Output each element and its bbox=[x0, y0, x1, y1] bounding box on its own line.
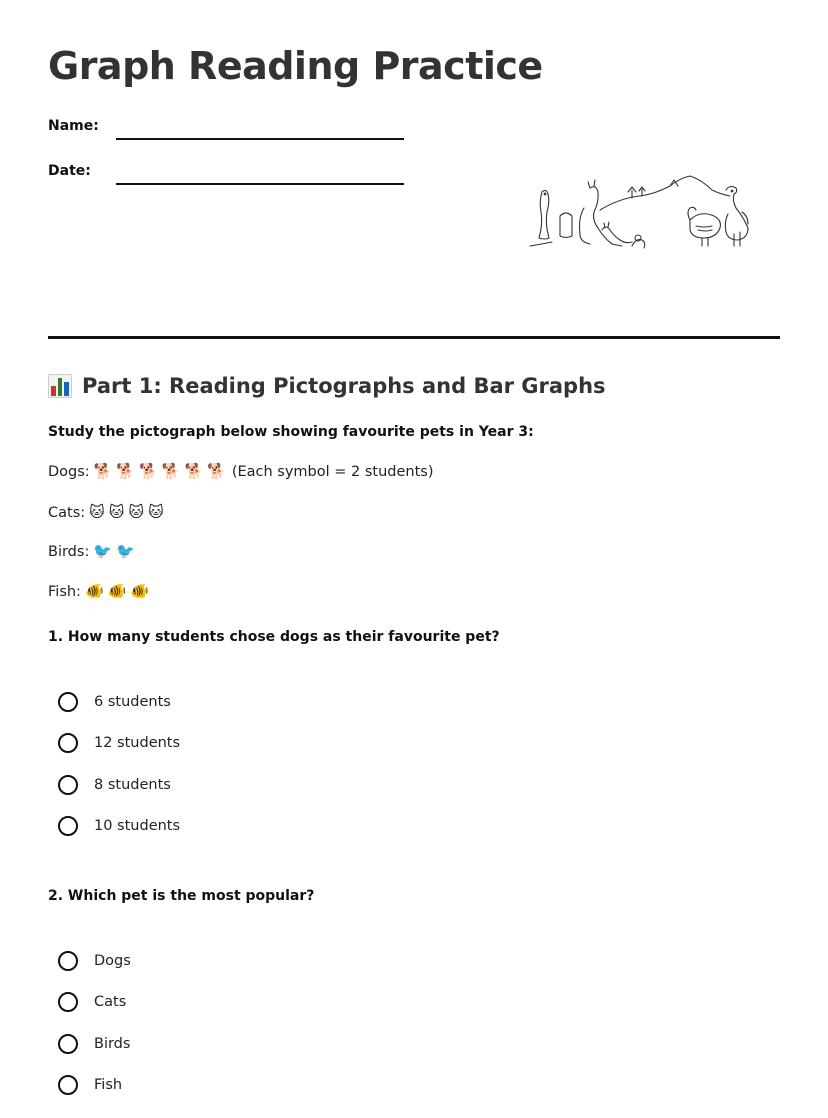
radio-button[interactable] bbox=[58, 951, 78, 971]
pictograph-symbol-icon: 🐕 bbox=[116, 462, 136, 480]
pictograph-symbols bbox=[81, 584, 149, 600]
q2-option-b[interactable] bbox=[58, 992, 126, 1012]
q2-option-a[interactable] bbox=[58, 951, 131, 971]
pictograph-symbol-icon: 🐕 bbox=[207, 462, 226, 480]
pictograph-instruction: Study the pictograph below showing favourite pets in Year 3: bbox=[48, 424, 534, 440]
pictograph-symbol-icon: 🐕 bbox=[161, 462, 181, 480]
pictograph-label: Dogs: bbox=[48, 464, 90, 480]
q2-option-c[interactable] bbox=[58, 1034, 130, 1054]
part1-heading-text: Part 1: Reading Pictographs and Bar Graphs bbox=[82, 374, 606, 398]
option-label: Fish bbox=[94, 1077, 123, 1093]
worksheet-title: Graph Reading Practice bbox=[48, 44, 543, 88]
date-label: Date: bbox=[48, 163, 91, 179]
radio-button[interactable] bbox=[58, 1034, 78, 1054]
radio-button[interactable] bbox=[58, 1075, 78, 1095]
option-label: 12 students bbox=[94, 735, 181, 751]
pictograph-symbol-icon: 🐱 bbox=[148, 503, 164, 521]
pictograph-row-cats bbox=[48, 505, 164, 521]
option-label: Cats bbox=[94, 994, 127, 1010]
q1-option-a[interactable] bbox=[58, 692, 171, 712]
option-label: 8 students bbox=[94, 777, 171, 793]
radio-button[interactable] bbox=[58, 692, 78, 712]
pictograph-symbol-icon: 🐱 bbox=[128, 503, 145, 521]
pictograph-symbol-icon: 🐕 bbox=[184, 462, 204, 480]
pictograph-symbol-icon: 🐕 bbox=[139, 462, 158, 480]
radio-button[interactable] bbox=[58, 733, 78, 753]
pictograph-symbol-icon: 🐦 bbox=[93, 542, 113, 560]
pictograph-symbols bbox=[85, 505, 164, 521]
option-label: Birds bbox=[94, 1036, 131, 1052]
q1-option-b[interactable] bbox=[58, 733, 180, 753]
bar-chart-icon bbox=[48, 374, 72, 398]
pictograph-symbol-icon: 🐦 bbox=[116, 542, 135, 560]
part1-heading bbox=[48, 374, 606, 398]
pictograph-symbol-icon: 🐠 bbox=[84, 582, 104, 600]
option-label: 10 students bbox=[94, 818, 181, 834]
pictograph-symbol-icon: 🐱 bbox=[89, 503, 105, 521]
option-label: 6 students bbox=[94, 694, 171, 710]
q1-option-d[interactable] bbox=[58, 816, 180, 836]
pictograph-label: Fish: bbox=[48, 584, 81, 600]
date-line[interactable] bbox=[116, 183, 404, 185]
pictograph-row-fish bbox=[48, 584, 149, 600]
pictograph-symbol-icon: 🐠 bbox=[107, 582, 127, 600]
pictograph-key-note: (Each symbol = 2 students) bbox=[231, 464, 434, 480]
pictograph-row-birds bbox=[48, 544, 135, 560]
australian-animals-illustration bbox=[520, 168, 765, 258]
pictograph-symbol-icon: 🐕 bbox=[93, 462, 113, 480]
pictograph-row-dogs bbox=[48, 464, 434, 480]
pictograph-symbols bbox=[89, 544, 134, 560]
question-2: 2. Which pet is the most popular? bbox=[48, 888, 315, 904]
question-1: 1. How many students chose dogs as their favourite pet? bbox=[48, 629, 500, 645]
radio-button[interactable] bbox=[58, 775, 78, 795]
radio-button[interactable] bbox=[58, 992, 78, 1012]
radio-button[interactable] bbox=[58, 816, 78, 836]
pictograph-symbol-icon: 🐱 bbox=[108, 503, 125, 521]
q1-option-c[interactable] bbox=[58, 775, 171, 795]
section-divider bbox=[48, 336, 780, 339]
name-line[interactable] bbox=[116, 138, 404, 140]
pictograph-label: Cats: bbox=[48, 505, 86, 521]
pictograph-symbol-icon: 🐠 bbox=[130, 582, 150, 600]
pictograph-label: Birds: bbox=[48, 544, 90, 560]
name-label: Name: bbox=[48, 118, 99, 134]
q2-option-d[interactable] bbox=[58, 1075, 122, 1095]
pictograph-symbols bbox=[90, 464, 226, 480]
option-label: Dogs bbox=[94, 953, 131, 969]
